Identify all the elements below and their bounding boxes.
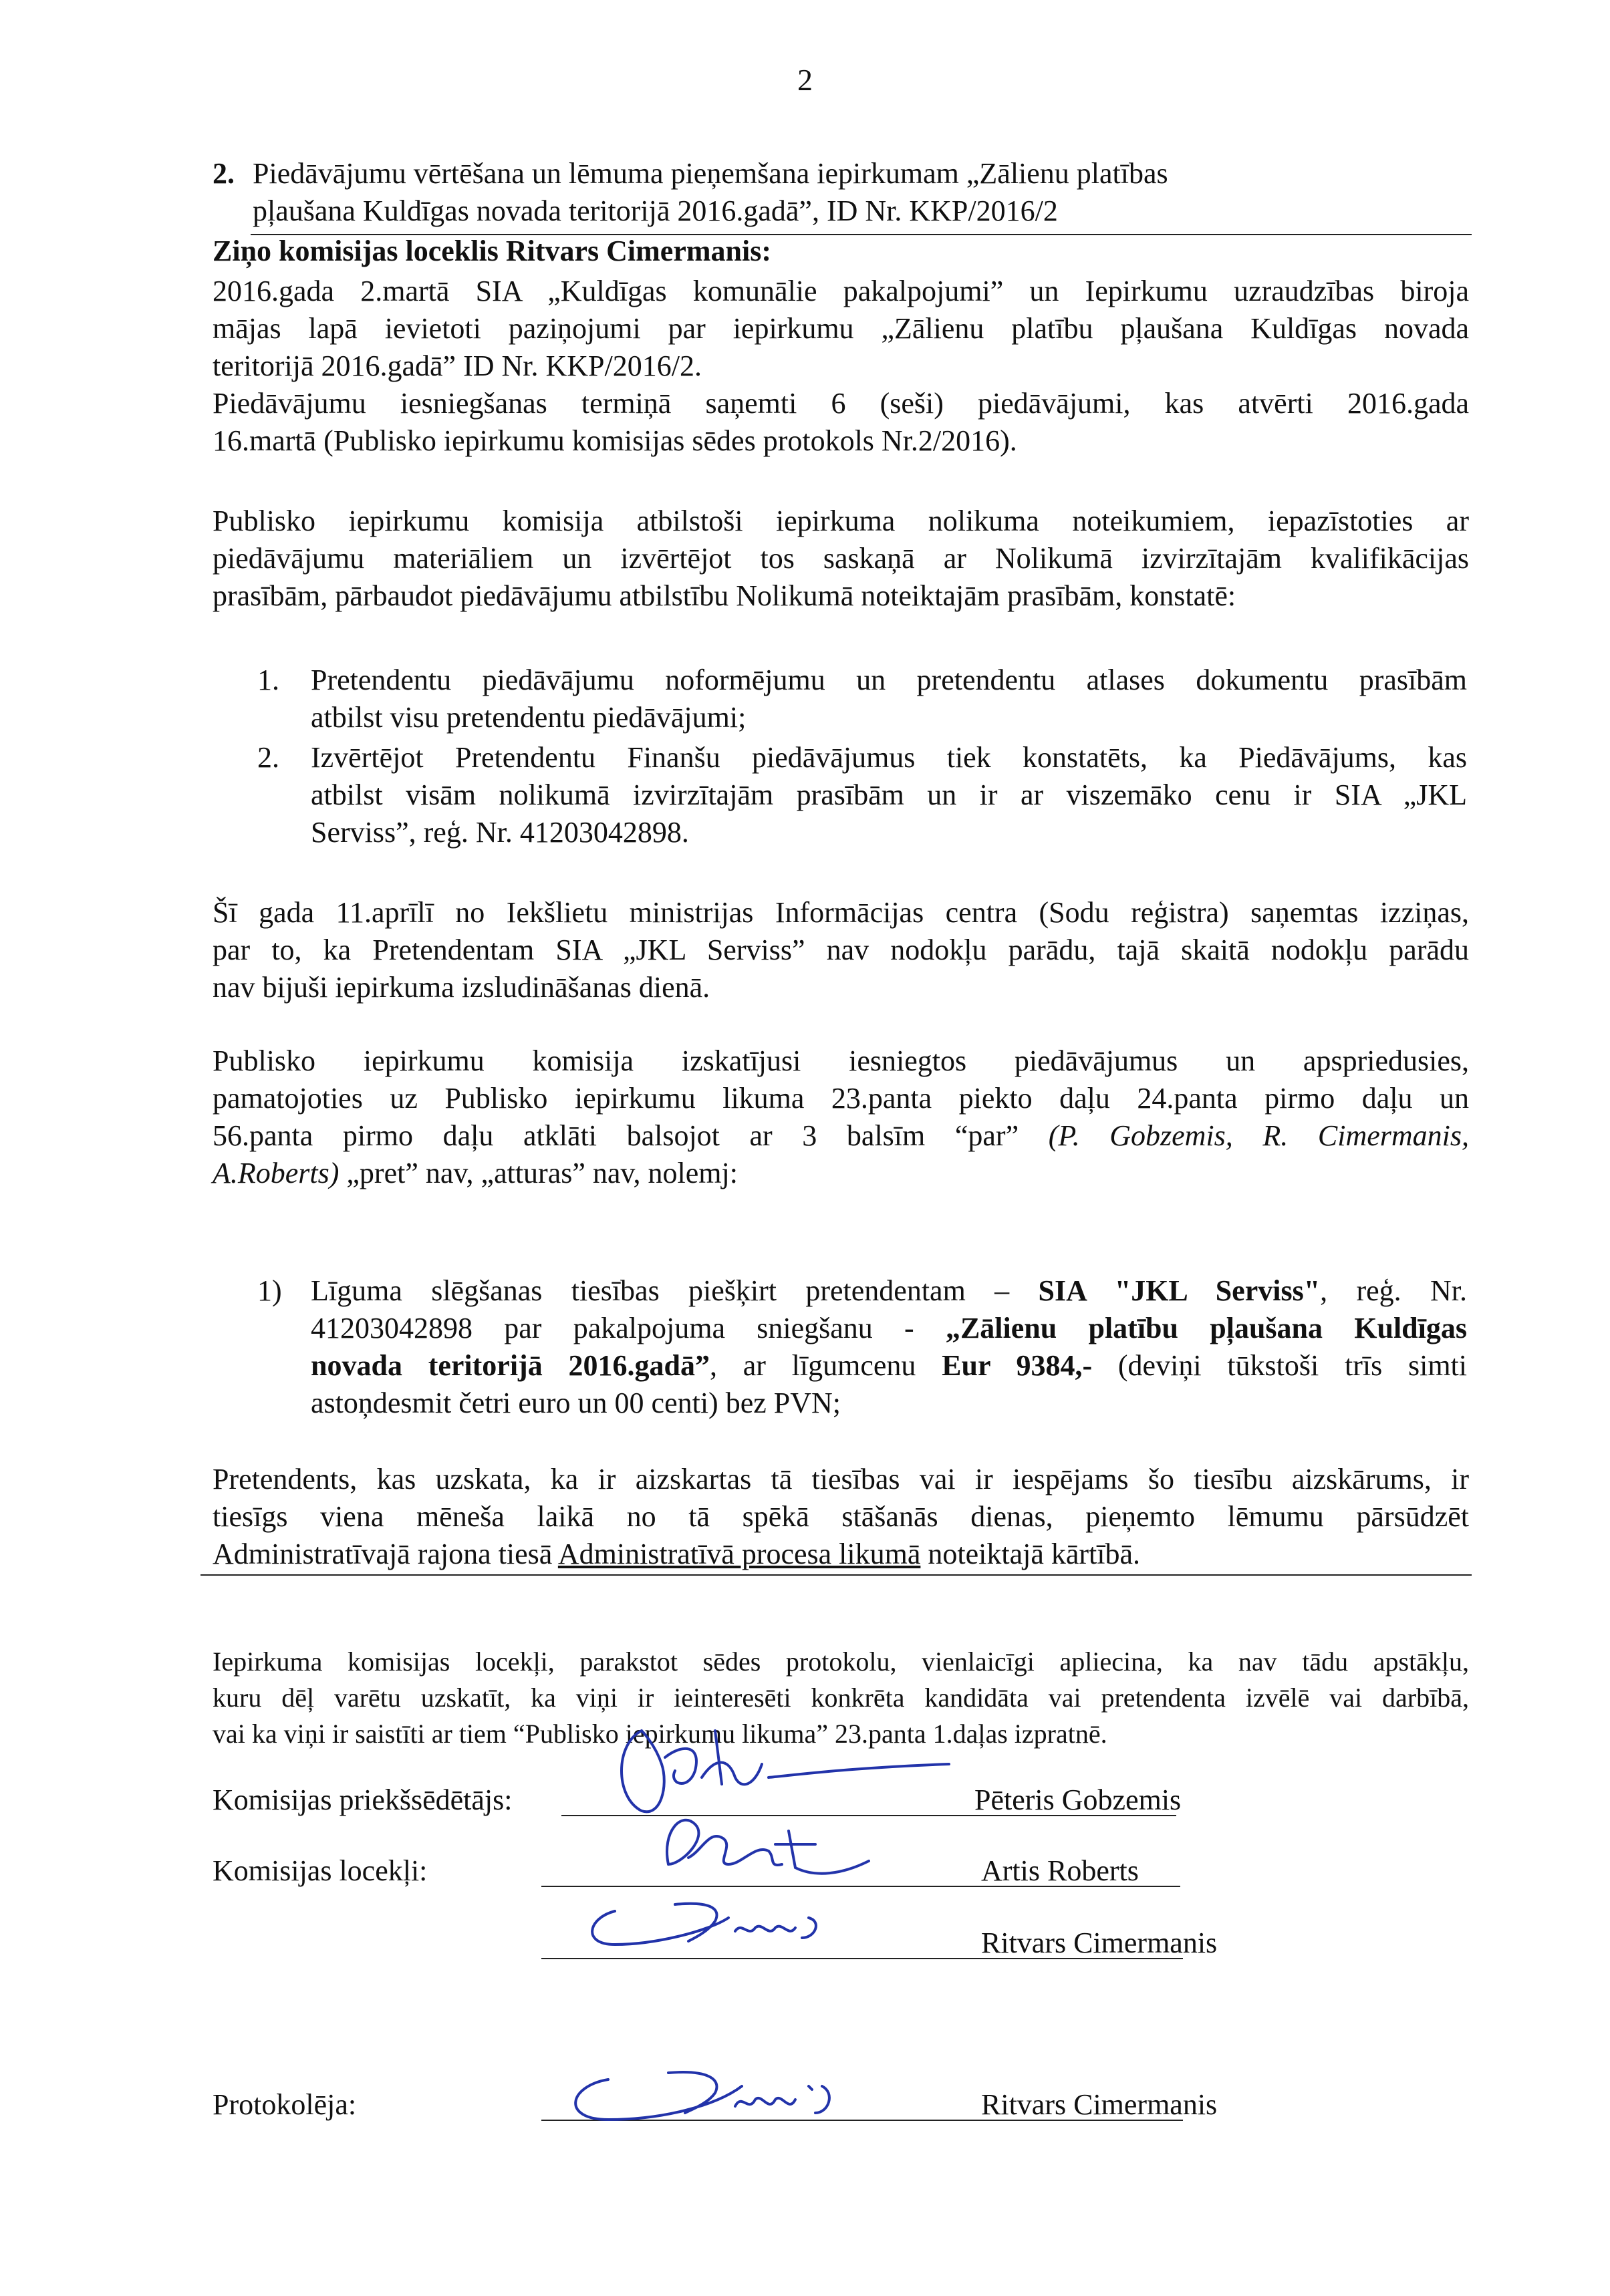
signature-cimermanis-member: [575, 1891, 855, 1974]
section-title-line-2: pļaušana Kuldīgas novada teritorijā 2016.gadā”, ID Nr. KKP/2016/2: [253, 194, 1058, 227]
registry-paragraph: Šī gada 11.aprīlī no Iekšlietu ministrijas Informācijas centra (Sodu reģistra) saņemtas izziņas, par to, ka Pretendentam SIA „JKL Serviss” nav nodokļu parādu, tajā skaitā nodokļu parādu nav bijuši iepirkuma izsludināšanas dienā.: [213, 896, 1469, 1004]
section-title-line-1: Piedāvājumu vērtēšana un lēmuma pieņemšana iepirkumam „Zālienu platības: [253, 157, 1168, 190]
signature-row-chair: Komisijas priekšsēdētājs: Pēteris Gobzemis: [213, 1783, 1182, 1816]
appeal-rule: [200, 1574, 1472, 1576]
section-heading: [213, 155, 1469, 230]
signature-cimermanis-secretary: [555, 2059, 862, 2149]
signature-row-member-2: Ritvars Cimermanis: [213, 1924, 1469, 1965]
page-number: 2: [797, 63, 813, 97]
section-number: 2.: [213, 157, 235, 190]
decision-item: 1) Līguma slēgšanas tiesības piešķirt pretendentam – SIA "JKL Serviss", reģ. Nr. 41203042898 par pakalpojuma sniegšanu - „Zālienu platību pļaušana Kuldīgas novada teritorijā 2016.gadā”, ar līgumcenu Eur 9384,- (deviņi tūkstoši trīs simti astoņdesmit četri euro un 00 centi) bez PVN;: [257, 1274, 1468, 1419]
declaration-paragraph: Iepirkuma komisijas locekļi, parakstot sēdes protokolu, vienlaicīgi apliecina, ka nav tādu apstākļu, kuru dēļ varētu uzskatīt, ka viņi ir ieinteresēti konkrēta kandidāta vai pretendenta izvēlē vai darbībā, vai ka viņi ir saistīti ar tiem “Publisko iepirkumu likuma” 23.panta 1.daļas izpratnē.: [213, 1646, 1469, 1749]
vote-paragraph: Publisko iepirkumu komisija izskatījusi iesniegtos piedāvājumus un apspriedusies, pamatojoties uz Publisko iepirkumu likuma 23.panta piekto daļu 24.panta pirmo daļu un 56.panta pirmo daļu atklāti balsojot ar 3 balsīm “par” (P. Gobzemis, R. Cimermanis, A.Roberts) „pret” nav, „atturas” nav, nolemj:: [213, 1044, 1469, 1189]
finding-item: 1. Pretendentu piedāvājumu noformējumu un pretendentu atlases dokumentu prasībām atbilst visu pretendentu piedāvājumi;: [257, 664, 1467, 734]
signature-row-secretary: Protokolēja: Ritvars Cimermanis: [213, 2088, 1218, 2121]
appeal-paragraph: Pretendents, kas uzskata, ka ir aizskartas tā tiesības vai ir iespējams šo tiesību aizskārums, ir tiesīgs viena mēneša laikā no tā spēkā stāšanās dienas, pieņemto lēmumu pārsūdzēt Administratīvajā rajona tiesā Administratīvā procesa likumā noteiktajā kārtībā.: [213, 1463, 1469, 1570]
reporter-line: Ziņo komisijas loceklis Ritvars Cimermanis:: [213, 235, 771, 267]
commission-paragraph: Publisko iepirkumu komisija atbilstoši iepirkuma nolikuma noteikumiem, iepazīstoties ar piedāvājumu materiāliem un izvērtējot tos saskaņā ar Nolikumā izvirzītajām kvalifikācijas prasībām, pārbaudot piedāvājumu atbilstību Nolikumā noteiktajām prasībām, konstatē:: [213, 505, 1469, 612]
signature-row-member-1: Komisijas locekļi: Artis Roberts: [213, 1852, 1469, 1892]
finding-item: 2. Izvērtējot Pretendentu Finanšu piedāvājumus tiek konstatēts, ka Piedāvājums, kas atbilst visām nolikumā izvirzītajām prasībām un ir ar viszemāko cenu ir SIA „JKL Serviss”, reģ. Nr. 41203042898.: [257, 741, 1467, 849]
intro-paragraph: 2016.gada 2.martā SIA „Kuldīgas komunālie pakalpojumi” un Iepirkumu uzraudzības biroja mājas lapā ievietoti paziņojumi par iepirkumu „Zālienu platību pļaušana Kuldīgas novada teritorijā 2016.gadā” ID Nr. KKP/2016/2. Piedāvājumu iesniegšanas termiņā saņemti 6 (seši) piedāvājumi, kas atvērti 2016.gada 16.martā (Publisko iepirkumu komisijas sēdes protokols Nr.2/2016).: [213, 275, 1469, 457]
signature-roberts: [642, 1804, 882, 1900]
